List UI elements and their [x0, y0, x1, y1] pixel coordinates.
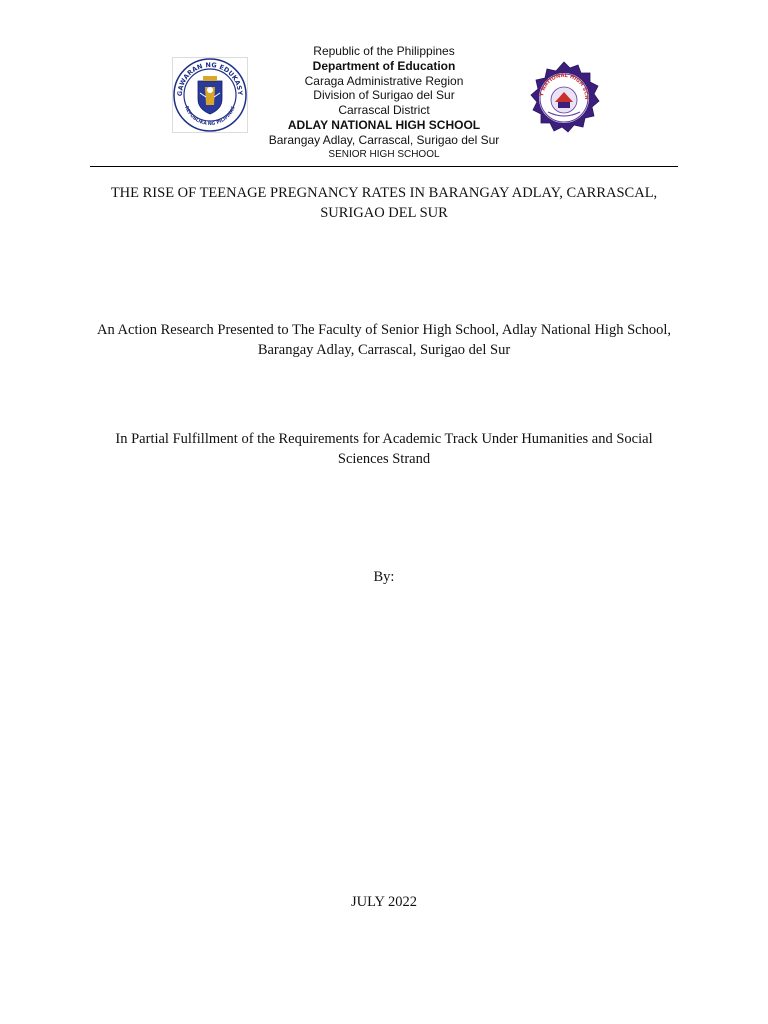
- school-seal-icon: [528, 60, 600, 136]
- letterhead-divider: [90, 166, 678, 167]
- school-name: ADLAY NATIONAL HIGH SCHOOL: [287, 117, 481, 132]
- letterhead: [0, 44, 768, 168]
- svg-text:ADLAY NATIONAL HIGH SCHOOL: Y NATIONAL HIGH SCH: [539, 72, 590, 100]
- presented-statement: An Action Research Presented to The Faculty of Senior High School, Adlay National High School, Barangay Adlay, Carrascal, Surigao del Sur: [96, 322, 671, 358]
- research-title: THE RISE OF TEENAGE PREGNANCY RATES IN BARANGAY ADLAY, CARRASCAL, SURIGAO DEL SUR: [110, 185, 658, 221]
- fulfillment-statement: In Partial Fulfillment of the Requirements for Academic Track Under Humanities and Social Sciences Strand: [115, 431, 653, 467]
- school-department: SENIOR HIGH SCHOOL: [328, 148, 440, 160]
- svg-text:KAGAWARAN NG EDUKASYON: GAWARAN NG EDUKASY: [175, 60, 245, 97]
- department-line: Department of Education: [312, 58, 456, 73]
- submission-date: JULY 2022: [350, 894, 418, 910]
- svg-text:REPUBLIKA NG PILIPINAS: REPUBLIKA NG PILIPINAS: [183, 105, 237, 128]
- district-line: Carrascal District: [338, 103, 430, 118]
- division-line: Division of Surigao del Sur: [313, 88, 455, 103]
- republic-line: Republic of the Philippines: [313, 44, 455, 58]
- school-address: Barangay Adlay, Carrascal, Surigao del Sur: [268, 132, 500, 147]
- region-line: Caraga Administrative Region: [304, 73, 464, 88]
- author-label: By:: [373, 569, 395, 585]
